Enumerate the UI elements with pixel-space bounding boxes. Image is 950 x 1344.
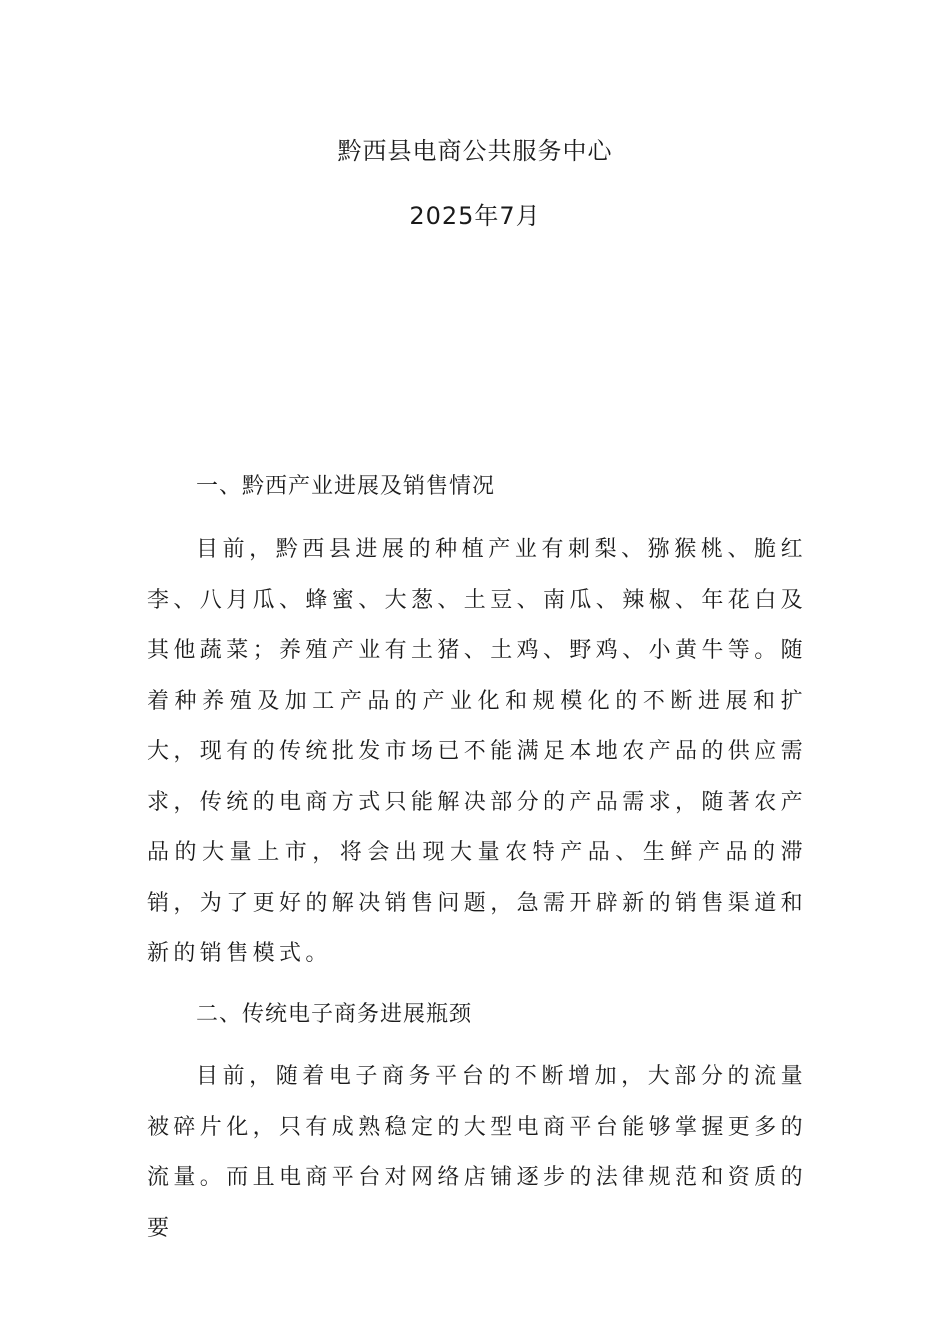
organization-name: 黔西县电商公共服务中心 [337, 137, 613, 165]
section-heading-1: 一、黔西产业进展及销售情况 [196, 474, 496, 499]
section-paragraph-2: 目前，随着电子商务平台的不断增加，大部分的流量被碎片化，只有成熟稳定的大型电商平台能够掌握更多的流量。而且电商平台对网络店铺逐步的法律规范和资质的要 [147, 1064, 808, 1241]
section-paragraph-1: 目前，黔西县进展的种植产业有刺梨、猕猴桃、脆红李、八月瓜、蜂蜜、大葱、土豆、南瓜、辣椒、年花白及其他蔬菜；养殖产业有土猪、土鸡、野鸡、小黄牛等。随着种养殖及加工产品的产业化和规模化的不断进展和扩大，现有的传统批发市场已不能满足本地农产品的供应需求，传统的电商方式只能解决部分的产品需求，随著农产品的大量上市，将会出现大量农特产品、生鲜产品的滞销，为了更好的解决销售问题，急需开辟新的销售渠道和新的销售模式。 [147, 537, 808, 966]
section-heading-2: 二、传统电子商务进展瓶颈 [196, 1002, 473, 1027]
publication-date: 2025年7月 [409, 202, 541, 230]
